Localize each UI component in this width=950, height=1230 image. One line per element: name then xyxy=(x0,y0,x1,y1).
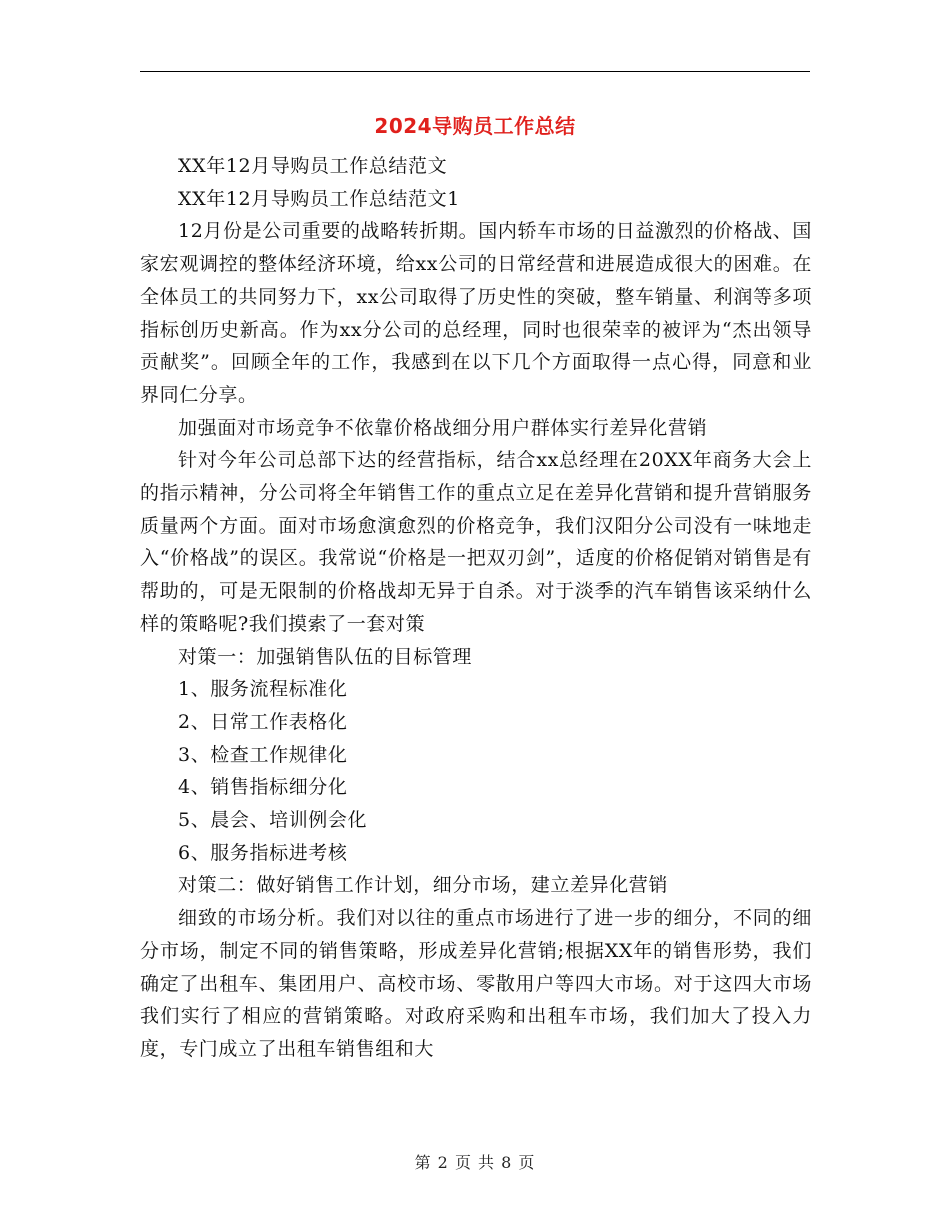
list-item: 4、销售指标细分化 xyxy=(178,776,348,799)
paragraph-intro: 12月份是公司重要的战略转折期。国内轿车市场的日益激烈的价格战、国家宏观调控的整体经济环境，给xx公司的日常经营和进展造成很大的困难。在全体员工的共同努力下，xx公司取得了历史性的突破，整车销量、利润等多项指标创历史新高。作为xx分公司的总经理，同时也很荣幸的被评为“杰出领导贡献奖”。回顾全年的工作，我感到在以下几个方面取得一点心得，同意和业界同仁分享。 xyxy=(140,220,812,406)
document-title: 2024导购员工作总结 xyxy=(374,114,576,138)
page-number: 第 2 页 共 8 页 xyxy=(414,1153,536,1172)
list-item: 1、服务流程标准化 xyxy=(178,678,348,701)
paragraph-subtitle: XX年12月导购员工作总结范文 xyxy=(178,155,448,177)
list-item: 6、服务指标进考核 xyxy=(178,841,348,864)
paragraph-strategy-body: 针对今年公司总部下达的经营指标，结合xx总经理在20XX年商务大会上的指示精神，分公司将全年销售工作的重点立足在差异化营销和提升营销服务质量两个方面。面对市场愈演愈烈的价格竞争，我们汉阳分公司没有一味地走入“价格战”的误区。我常说“价格是一把双刃剑”，适度的价格促销对销售是有帮助的，可是无限制的价格战却无异于自杀。对于淡季的汽车销售该采纳什么样的策略呢?我们摸索了一套对策 xyxy=(140,449,812,635)
list-item: 3、检查工作规律化 xyxy=(178,743,348,766)
list-item: 5、晨会、培训例会化 xyxy=(178,809,368,832)
header-rule xyxy=(140,71,810,72)
paragraph-subtitle-1: XX年12月导购员工作总结范文1 xyxy=(178,187,460,210)
paragraph-market-analysis: 细致的市场分析。我们对以往的重点市场进行了进一步的细分，不同的细分市场，制定不同的销售策略，形成差异化营销;根据XX年的销售形势，我们确定了出租车、集团用户、高校市场、零散用户等四大市场。对于这四大市场我们实行了相应的营销策略。对政府采购和出租车市场，我们加大了投入力度，专门成立了出租车销售组和大 xyxy=(140,907,812,1060)
paragraph-measure-two: 对策二：做好销售工作计划，细分市场，建立差异化营销 xyxy=(178,874,669,897)
paragraph-measure-one: 对策一：加强销售队伍的目标管理 xyxy=(178,645,473,668)
paragraph-heading-strategy: 加强面对市场竞争不依靠价格战细分用户群体实行差异化营销 xyxy=(178,416,708,439)
document-body xyxy=(140,150,812,1066)
list-item: 2、日常工作表格化 xyxy=(178,710,348,733)
